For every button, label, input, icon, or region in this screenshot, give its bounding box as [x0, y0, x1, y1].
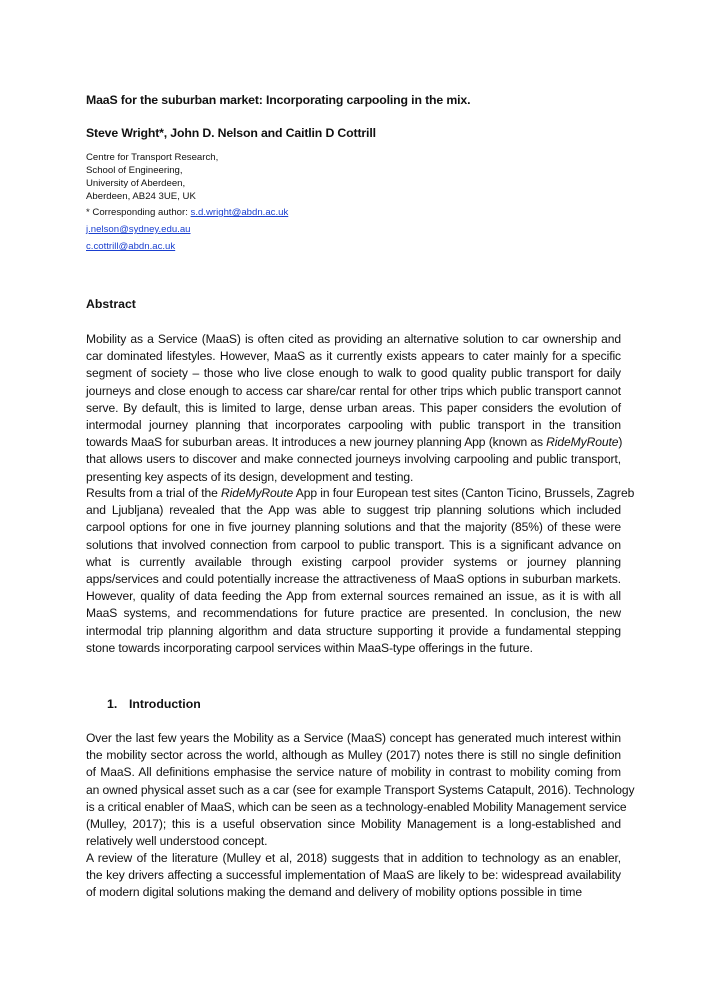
paper-title: MaaS for the suburban market: Incorporating carpooling in the mix.: [86, 93, 471, 107]
section-title: Introduction: [129, 697, 201, 711]
text-line: of modern digital solutions making the demand and delivery of mobility options possible in time: [86, 885, 583, 900]
text-fragment: Results from a trial of the: [86, 486, 221, 500]
intro-paragraph-2: [86, 850, 621, 902]
abstract-heading: Abstract: [86, 297, 136, 311]
author-list: Steve Wright*, John D. Nelson and Caitlin D Cottrill: [86, 126, 376, 140]
text-line: serve. By default, this is limited to large, dense urban areas. This paper considers the evolution of: [86, 400, 621, 415]
text-fragment: towards MaaS for suburban areas. It introduces a new journey planning App (known as: [86, 435, 547, 450]
affiliation-line: Aberdeen, AB24 3UE, UK: [86, 191, 196, 202]
text-line: carpool options for one in five journey planning solutions and that the majority (85%) of these were: [86, 520, 621, 535]
abstract-paragraph-1: [86, 331, 621, 486]
section-heading-introduction: [107, 697, 201, 711]
text-line: journeys and close enough to access car share/car rental for other trips which public transport cannot: [86, 383, 621, 398]
text-line: of MaaS. All definitions emphasise the service nature of mobility in contrast to mobility coming from: [86, 765, 621, 780]
text-line: relatively well understood concept.: [86, 834, 268, 849]
email-link-nelson[interactable]: j.nelson@sydney.edu.au: [86, 224, 191, 235]
intro-paragraph-1: [86, 730, 635, 850]
text-line: car dominated lifestyles. However, MaaS as it currently exists appears to cater mainly for a specific: [86, 349, 621, 364]
text-line: an owned physical asset such as a car (see for example Transport Systems Catapult, 2016). Technology: [86, 782, 635, 797]
affiliation-block: [86, 151, 218, 203]
abstract-paragraph-2: [86, 485, 635, 657]
text-line: However, quality of data feeding the App from external sources remained an issue, as it is with all: [86, 589, 621, 604]
text-line: A review of the literature (Mulley et al, 2018) suggests that in addition to technology as an enabler,: [86, 851, 621, 865]
text-line: Mobility as a Service (MaaS) is often cited as providing an alternative solution to car ownership and: [86, 332, 621, 346]
text-line: solutions that involved connection from carpool to public transport. This is a significant advance on: [86, 537, 621, 552]
text-fragment: App in four European test sites (Canton Ticino, Brussels, Zagreb: [293, 486, 635, 500]
text-line: the mobility sector across the world, although as Mulley (2017) notes there is still no single definition: [86, 748, 621, 763]
text-line: what is currently available through existing carpool provider systems or journey planning: [86, 554, 621, 569]
app-name-italic: RideMyRoute: [546, 435, 619, 450]
corresponding-author-label: * Corresponding author:: [86, 207, 191, 218]
text-fragment: ): [618, 435, 623, 450]
email-link-cottrill[interactable]: c.cottrill@abdn.ac.uk: [86, 241, 176, 252]
text-line: (Mulley, 2017); this is a useful observation since Mobility Management is a long-established and: [86, 817, 621, 832]
text-line: [86, 485, 635, 502]
text-line: stone towards incorporating carpool services within MaaS-type offerings in the future.: [86, 640, 533, 655]
text-line: is a critical enabler of MaaS, which can be seen as a technology-enabled Mobility Management service: [86, 799, 627, 814]
text-line: that allows users to discover and make connected journeys involving carpooling and public transport,: [86, 452, 621, 467]
section-number: 1.: [107, 697, 118, 711]
text-line: MaaS systems, and recommendations for future practice are presented. In conclusion, the new: [86, 606, 621, 621]
affiliation-line: Centre for Transport Research,: [86, 152, 219, 163]
text-line: and Ljubljana) revealed that the App was able to suggest trip planning solutions which included: [86, 503, 621, 518]
app-name-italic: RideMyRoute: [221, 486, 294, 500]
text-line: segment of society – those who live close enough to walk to good quality public transport for daily: [86, 366, 621, 381]
text-line: intermodal trip planning algorithm and data structure supporting it provide a fundamental stepping: [86, 623, 621, 638]
corresponding-author-line: [86, 207, 288, 218]
email-line: [86, 224, 191, 235]
affiliation-line: University of Aberdeen,: [86, 178, 186, 189]
email-link-wright[interactable]: s.d.wright@abdn.ac.uk: [190, 207, 289, 218]
affiliation-line: School of Engineering,: [86, 165, 183, 176]
text-line: Over the last few years the Mobility as a Service (MaaS) concept has generated much interest within: [86, 731, 621, 745]
text-line: intermodal journey planning that incorporates carpooling with public transport in the transition: [86, 418, 621, 433]
text-line: apps/services and could potentially increase the attractiveness of MaaS options in suburban markets.: [86, 572, 621, 587]
text-line: the key drivers affecting a successful implementation of MaaS are likely to be: widespread availability: [86, 868, 621, 883]
text-line: [86, 434, 621, 451]
text-line: presenting key aspects of its design, development and testing.: [86, 469, 414, 484]
email-line: [86, 241, 175, 252]
